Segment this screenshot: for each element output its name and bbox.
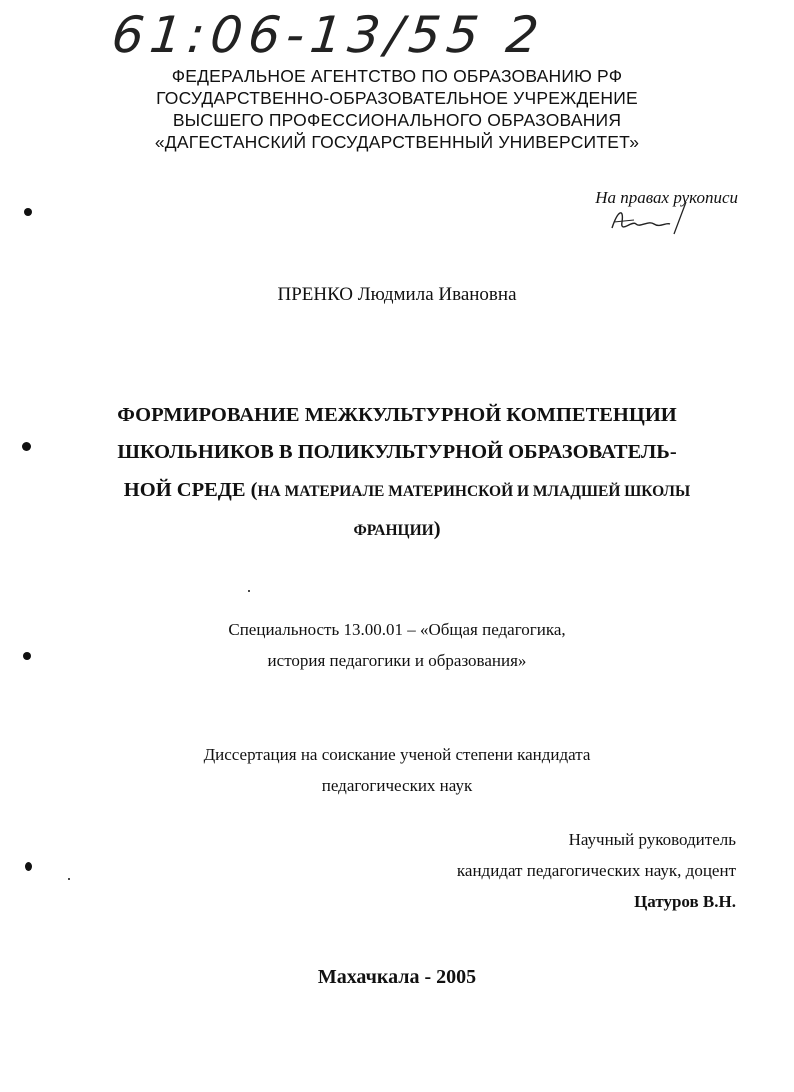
title-line-4 [0,518,794,542]
supervisor-name: Цатуров В.Н. [634,892,736,911]
dissertation-line-2: педагогических наук [321,776,473,795]
author-name: ПРЕНКО Людмила Ивановна [277,284,517,305]
scan-speck [22,442,31,451]
scan-speck [248,590,250,592]
handwritten-signature [604,200,694,240]
scan-speck [68,878,70,880]
manuscript-rights-note: На правах рукописи [595,188,738,207]
specialty-line-2: история педагогики и образования» [267,651,527,670]
title-line-4-close: ) [433,518,441,540]
supervisor-role: Научный руководитель [568,830,736,849]
scan-speck [25,862,32,871]
dissertation-line-1: Диссертация на соискание ученой степени кандидата [203,745,591,764]
title-line-3-main: НОЙ СРЕДЕ ( [123,479,258,501]
org-line-2: ГОСУДАРСТВЕННО-ОБРАЗОВАТЕЛЬНОЕ УЧРЕЖДЕНИЕ [156,88,638,108]
scan-speck [24,208,32,216]
handwritten-catalog-number: 61:06-13/55 2 [109,6,548,64]
title-line-3 [10,479,794,503]
title-line-4-subtitle: ФРАНЦИИ [353,522,434,539]
org-line-4: «ДАГЕСТАНСКИЙ ГОСУДАРСТВЕННЫЙ УНИВЕРСИТЕТ» [154,132,640,152]
title-line-2: ШКОЛЬНИКОВ В ПОЛИКУЛЬТУРНОЙ ОБРАЗОВАТЕЛЬ- [117,441,677,463]
city-year: Махачкала - 2005 [317,966,477,988]
org-line-3: ВЫСШЕГО ПРОФЕССИОНАЛЬНОГО ОБРАЗОВАНИЯ [172,110,622,130]
org-line-1: ФЕДЕРАЛЬНОЕ АГЕНТСТВО ПО ОБРАЗОВАНИЮ РФ [171,66,623,86]
specialty-line-1: Специальность 13.00.01 – «Общая педагогика, [228,620,566,639]
scan-speck [23,652,31,660]
title-line-3-subtitle: НА МАТЕРИАЛЕ МАТЕРИНСКОЙ И МЛАДШЕЙ ШКОЛЫ [257,483,691,500]
supervisor-degree: кандидат педагогических наук, доцент [456,861,736,880]
title-line-1: ФОРМИРОВАНИЕ МЕЖКУЛЬТУРНОЙ КОМПЕТЕНЦИИ [117,404,677,426]
